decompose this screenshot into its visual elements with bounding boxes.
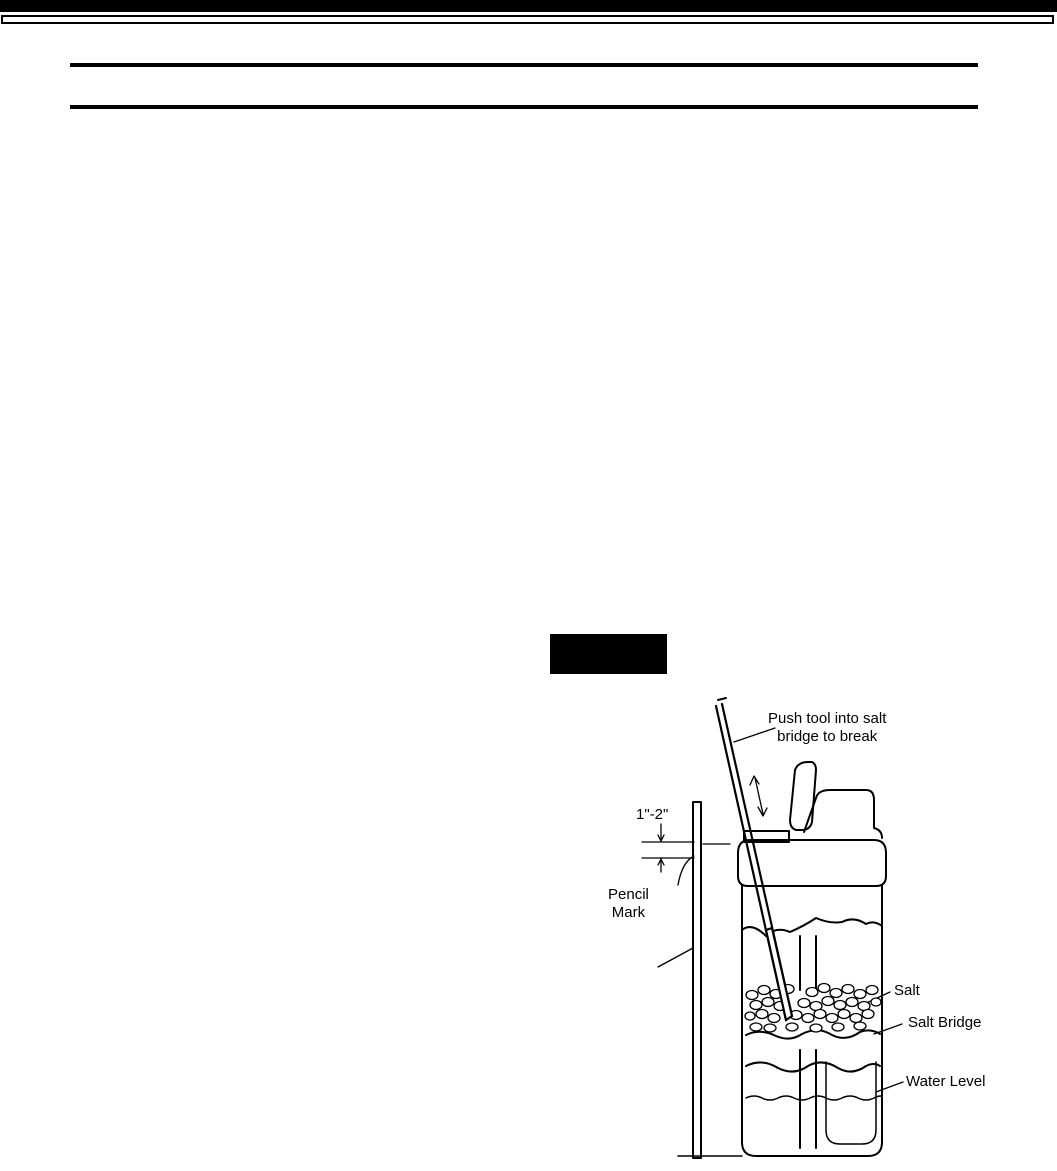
callout-pencil-line2: Mark xyxy=(611,904,646,921)
callout-water-level: Water Level xyxy=(906,1073,986,1090)
brine-tank-illustration xyxy=(590,690,1020,1165)
callout-pencil-mark xyxy=(608,886,649,922)
salt-lid-flap xyxy=(790,762,816,830)
callout-salt: Salt xyxy=(894,982,920,999)
header-sub-band xyxy=(1,15,1054,24)
section-rule-bottom xyxy=(70,105,978,109)
callout-salt-bridge: Salt Bridge xyxy=(908,1014,982,1031)
callout-pencil-line1: Pencil xyxy=(608,886,649,903)
callout-push-tool-line1: Push tool into salt xyxy=(768,710,887,727)
header-band xyxy=(0,0,1057,12)
section-rule-top xyxy=(70,63,978,67)
callout-push-tool-line2: bridge to break xyxy=(777,728,878,745)
callout-gap: 1"-2" xyxy=(636,806,669,823)
salt-bridge-figure xyxy=(590,690,1020,1165)
callout-push-tool xyxy=(768,710,886,746)
figure-number-tab xyxy=(550,634,667,674)
salt-pellets xyxy=(745,984,881,1033)
